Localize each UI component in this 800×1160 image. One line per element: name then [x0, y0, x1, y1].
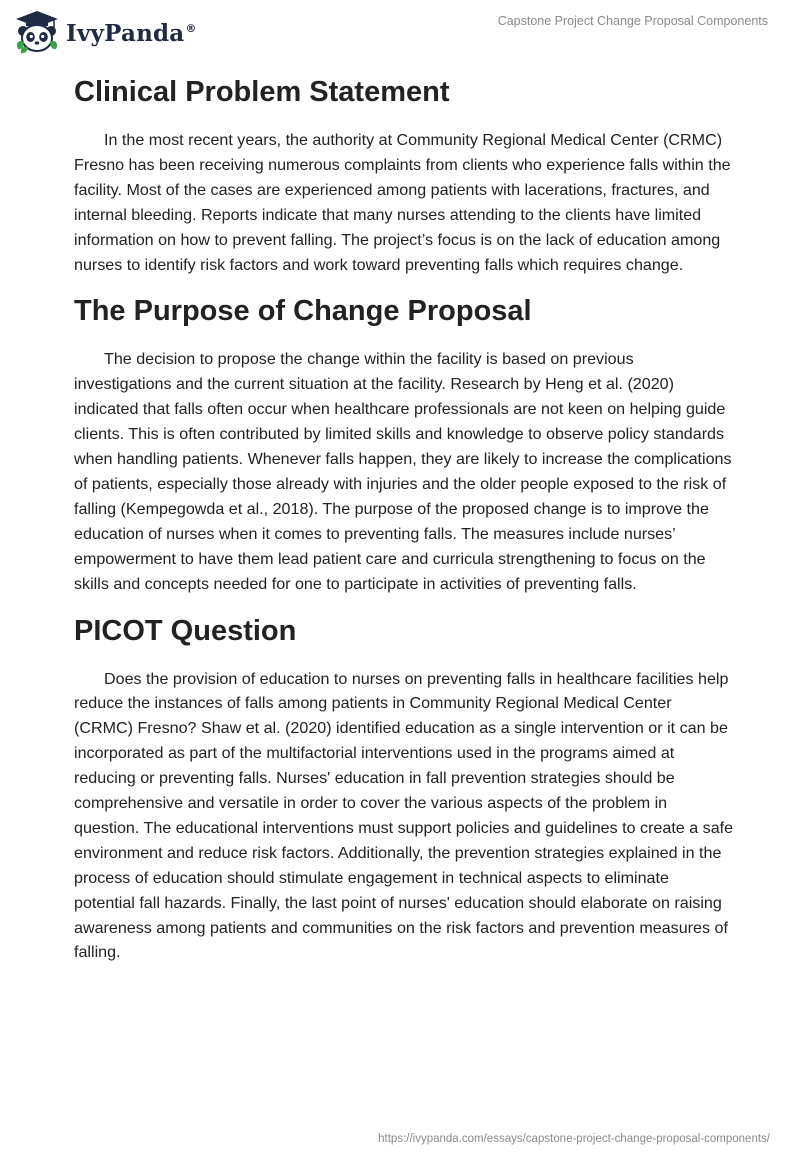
section-paragraph: In the most recent years, the authority at Community Regional Medical Center (CRMC) Fresno has been receiving numerous complaints from clients who experience falls within the facility. Most of the cases are experienced among patients with lacerations, fractures, and internal bleeding. Reports indicate that many nurses attending to the clients have limited information on how to prevent falling. The project’s focus is on the lack of education among nurses to identify risk factors and work toward preventing falls which requires change.: [74, 131, 731, 274]
panda-graduation-cap-icon: [14, 9, 60, 55]
section-heading: The Purpose of Change Proposal: [74, 295, 532, 328]
registered-mark: ®: [185, 21, 197, 35]
section-paragraph: The decision to propose the change within the facility is based on previous investigations and the current situation at the facility. Research by Heng et al. (2020) indicated that falls often occur when healthcare professionals are not keen on helping guide clients. This is often contributed by limited skills and knowledge to observe policy standards when handling patients. Whenever falls happen, they are likely to increase the complications of patients, especially those already with injuries and the older people exposed to the risk of falling (Kempegowda et al., 2018). The purpose of the proposed change is to improve the education of nurses when it comes to preventing falls. The measures include nurses’ empowerment to have them lead patient care and curricula strengthening to focus on the skills and concepts needed for one to participate in activities of preventing falls.: [74, 350, 732, 593]
essay-content: [74, 70, 734, 977]
document-title: Capstone Project Change Proposal Components: [497, 14, 768, 28]
section-picot: [74, 609, 734, 966]
section-heading: Clinical Problem Statement: [74, 76, 450, 108]
section-paragraph: Does the provision of education to nurses on preventing falls in healthcare facilities help reduce the instances of falls among patients in Community Regional Medical Center (CRMC) Fresno? Shaw et al. (2020) identified education as a single intervention or it can be incorporated as part of the multifactorial interventions used in the programs aimed at reducing or preventing falls. Nurses' education in fall prevention strategies should be comprehensive and versatile in order to cover the various aspects of the problem in question. The educational interventions must support policies and guidelines to create a safe environment and reduce risk factors. Additionally, the prevention strategies explained in the process of education should stimulate engagement in technical aspects to eliminate potential fall hazards. Finally, the last point of nurses' education should elaborate on raising awareness among patients and communities on the risk factors and prevention measures of falling.: [74, 669, 734, 962]
section-purpose: [74, 289, 734, 596]
ivypanda-logo[interactable]: [14, 8, 197, 56]
brand-name: [66, 20, 197, 47]
section-clinical-problem: [74, 70, 734, 277]
brand-name-text: IvyPanda: [66, 19, 185, 47]
source-url-link[interactable]: https://ivypanda.com/essays/capstone-project-change-proposal-components/: [378, 1133, 770, 1145]
page-header: [0, 0, 800, 60]
section-heading: PICOT Question: [74, 614, 297, 647]
